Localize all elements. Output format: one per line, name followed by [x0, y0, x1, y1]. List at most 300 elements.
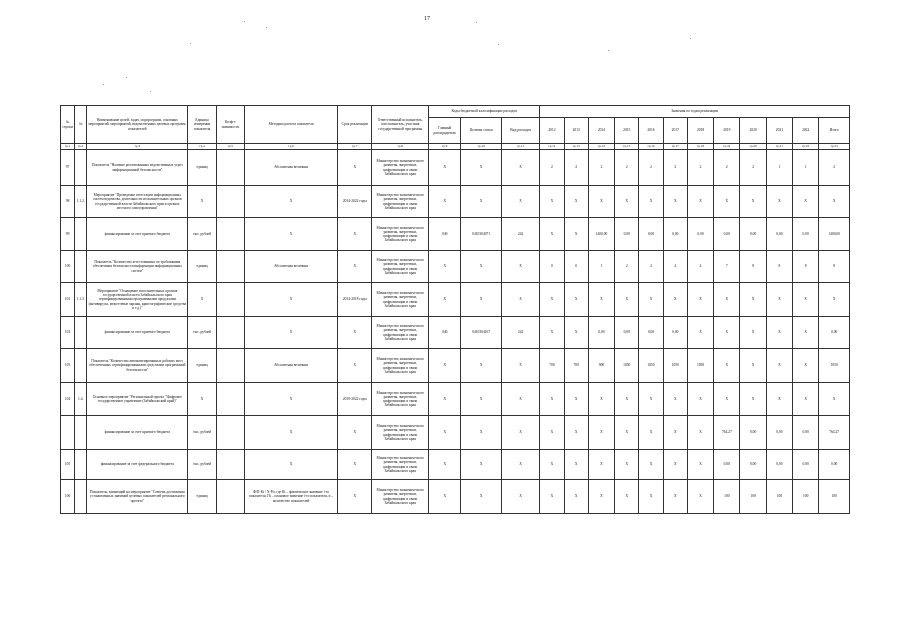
year-value-cell: X	[588, 416, 614, 450]
target-article-cell: 0410304167	[461, 317, 501, 349]
column-number: гр.1	[61, 144, 75, 150]
year-value-cell: X	[564, 383, 588, 416]
year-value-cell: X	[588, 450, 614, 480]
year-value-cell: 2	[615, 251, 639, 283]
year-value-cell: X	[714, 283, 740, 317]
column-number: гр.4	[188, 144, 216, 150]
year-value-cell: X	[663, 416, 687, 450]
year-value-cell: X	[540, 317, 564, 349]
year-value-cell: X	[793, 317, 819, 349]
executor-cell: Министерство экономического развития, энергетики, цифровизации и связи Забайкальского края	[372, 218, 429, 251]
row-number-cell: 97	[61, 150, 75, 186]
column-number: гр.22	[793, 144, 819, 150]
unit-cell: X	[188, 186, 216, 218]
coef-cell	[216, 150, 244, 186]
target-article-cell: X	[461, 251, 501, 283]
year-value-cell: X	[766, 283, 792, 317]
executor-cell: Министерство экономического развития, энергетики, цифровизации и связи Забайкальского края	[372, 349, 429, 383]
year-value-cell: 7	[714, 251, 740, 283]
header-year: 2017	[663, 118, 687, 144]
coef-cell	[216, 349, 244, 383]
column-number: гр.23	[819, 144, 850, 150]
expense-type-cell: X	[501, 416, 539, 450]
unit-cell: тыс. рублей	[188, 416, 216, 450]
target-article-cell: X	[461, 383, 501, 416]
year-value-cell: X	[687, 186, 713, 218]
expense-type-cell: 242	[501, 218, 539, 251]
row-number-cell: 98	[61, 186, 75, 218]
year-value-cell: 1050	[687, 349, 713, 383]
table-row	[61, 317, 850, 349]
period-cell: X	[338, 450, 372, 480]
year-value-cell: 100	[766, 480, 792, 514]
row-number-cell: 105	[61, 450, 75, 480]
period-cell: 2019-2022 годы	[338, 383, 372, 416]
year-value-cell: X	[540, 450, 564, 480]
year-value-cell: 700	[564, 349, 588, 383]
page-number: 17	[424, 16, 430, 22]
method-cell: X	[245, 218, 338, 251]
year-value-cell: 0,00	[766, 416, 792, 450]
name-cell: Показатель, влияющий на мероприятие "Степень достижения установленных значений целевых показателей регионального проекта"	[87, 480, 188, 514]
row-number-cell: 102	[61, 317, 75, 349]
column-number: гр.9	[429, 144, 461, 150]
header-year: 2015	[615, 118, 639, 144]
table-row	[61, 416, 850, 450]
year-value-cell: 0,00	[819, 450, 850, 480]
year-value-cell: X	[687, 283, 713, 317]
header-executor: Ответственный исполнитель, соисполнитель, участник государственной программы	[372, 106, 429, 144]
year-value-cell: X	[793, 186, 819, 218]
year-value-cell: 2	[588, 150, 614, 186]
target-article-cell: 0410304071	[461, 218, 501, 251]
column-number: гр.20	[740, 144, 766, 150]
year-value-cell: X	[687, 383, 713, 416]
year-value-cell: 2	[615, 150, 639, 186]
column-number: гр.21	[766, 144, 792, 150]
expense-type-cell: X	[501, 349, 539, 383]
year-value-cell: X	[819, 283, 850, 317]
header-year: Итого	[819, 118, 850, 144]
year-value-cell: 100	[714, 480, 740, 514]
expense-type-cell: 242	[501, 317, 539, 349]
main-manager-cell: X	[429, 186, 461, 218]
table-row	[61, 150, 850, 186]
year-value-cell: 764,27	[819, 416, 850, 450]
year-value-cell: 0,00	[639, 218, 663, 251]
column-number: гр.11	[501, 144, 539, 150]
year-value-cell: 1400,00	[588, 218, 614, 251]
main-manager-cell: X	[429, 480, 461, 514]
main-manager-cell: X	[429, 383, 461, 416]
unit-cell: тыс. рублей	[188, 317, 216, 349]
year-value-cell: X	[687, 450, 713, 480]
header-period: Срок реализации	[338, 106, 372, 144]
year-value-cell: X	[588, 186, 614, 218]
year-value-cell: X	[564, 416, 588, 450]
header-year: 2014	[588, 118, 614, 144]
year-value-cell: 0	[564, 251, 588, 283]
year-value-cell: 1050	[663, 349, 687, 383]
year-value-cell: X	[564, 283, 588, 317]
year-value-cell: X	[740, 186, 766, 218]
period-cell: X	[338, 251, 372, 283]
column-number: гр.15	[615, 144, 639, 150]
year-value-cell: X	[663, 480, 687, 514]
year-value-cell: 0,00	[714, 450, 740, 480]
year-value-cell: 0	[540, 251, 564, 283]
column-number: гр.2	[75, 144, 87, 150]
method-cell: Абсолютная величина	[245, 349, 338, 383]
year-value-cell: X	[819, 383, 850, 416]
item-number-cell	[75, 218, 87, 251]
header-coef: Коэф-т значимости	[216, 106, 244, 144]
header-year: 2021	[766, 118, 792, 144]
unit-cell: единиц	[188, 480, 216, 514]
row-number-cell: 103	[61, 349, 75, 383]
year-value-cell: 1	[793, 150, 819, 186]
year-value-cell: 8	[793, 251, 819, 283]
year-value-cell: X	[639, 416, 663, 450]
main-manager-cell: X	[429, 150, 461, 186]
row-number-cell	[61, 416, 75, 450]
year-value-cell: 0,00	[740, 218, 766, 251]
year-value-cell: 8	[819, 251, 850, 283]
year-value-cell: X	[588, 283, 614, 317]
year-value-cell: X	[714, 317, 740, 349]
program-table	[60, 105, 850, 514]
year-value-cell: X	[663, 450, 687, 480]
name-cell: финансирование за счет краевого бюджета	[87, 416, 188, 450]
year-value-cell: 2	[564, 150, 588, 186]
year-value-cell: X	[793, 349, 819, 383]
table-row	[61, 383, 850, 416]
column-number: гр.8	[372, 144, 429, 150]
year-value-cell: X	[639, 383, 663, 416]
year-value-cell: 1	[766, 150, 792, 186]
column-number: гр.12	[540, 144, 564, 150]
target-article-cell: X	[461, 416, 501, 450]
year-value-cell: 2	[540, 150, 564, 186]
year-value-cell: X	[663, 186, 687, 218]
expense-type-cell: X	[501, 251, 539, 283]
year-value-cell: 764,27	[714, 416, 740, 450]
column-number: гр.6	[245, 144, 338, 150]
method-cell: Ф/П·Кi / N·Рп, где Кi – фактическое значение i-го показателя, Пi – плановое значение i-го показателя, n – количество показателей	[245, 480, 338, 514]
year-value-cell: 8	[766, 251, 792, 283]
table-row	[61, 283, 850, 317]
year-value-cell: 100	[793, 480, 819, 514]
year-value-cell: 0,00	[793, 218, 819, 251]
item-number-cell	[75, 416, 87, 450]
unit-cell: тыс. рублей	[188, 218, 216, 251]
main-manager-cell: X	[429, 349, 461, 383]
coef-cell	[216, 251, 244, 283]
row-number-cell: 99	[61, 218, 75, 251]
period-cell: X	[338, 349, 372, 383]
column-number: гр.13	[564, 144, 588, 150]
year-value-cell: 0,00	[740, 416, 766, 450]
method-cell: X	[245, 416, 338, 450]
table-row	[61, 218, 850, 251]
year-value-cell: 1050	[639, 349, 663, 383]
coef-cell	[216, 480, 244, 514]
year-value-cell: X	[540, 186, 564, 218]
year-value-cell: X	[540, 480, 564, 514]
method-cell: X	[245, 283, 338, 317]
method-cell: X	[245, 450, 338, 480]
header-years-group: Значения по годам реализации	[540, 106, 850, 118]
year-value-cell: 1400,00	[819, 218, 850, 251]
header-year: 2013	[564, 118, 588, 144]
year-value-cell: 0,00	[740, 450, 766, 480]
target-article-cell: X	[461, 186, 501, 218]
executor-cell: Министерство экономического развития, энергетики, цифровизации и связи Забайкальского края	[372, 186, 429, 218]
year-value-cell: X	[588, 383, 614, 416]
target-article-cell: X	[461, 150, 501, 186]
table-row	[61, 450, 850, 480]
header-budget-col: Главный распорядитель	[429, 118, 461, 144]
year-value-cell: 2	[714, 150, 740, 186]
header-unit: Единица измерения показателя	[188, 106, 216, 144]
year-value-cell: X	[714, 186, 740, 218]
year-value-cell: X	[564, 186, 588, 218]
coef-cell	[216, 450, 244, 480]
name-cell: Показатель "Наличие реализованных ведомственных угроз информационной безопасности"	[87, 150, 188, 186]
main-manager-cell: X	[429, 283, 461, 317]
main-manager-cell: 040	[429, 218, 461, 251]
executor-cell: Министерство экономического развития, энергетики, цифровизации и связи Забайкальского края	[372, 150, 429, 186]
header-year: 2016	[639, 118, 663, 144]
method-cell: Абсолютная величина	[245, 150, 338, 186]
year-value-cell: 100	[819, 480, 850, 514]
name-cell: Показатель "Количество автоматизированных рабочих мест, обеспеченных сертифицированными средствами программной безопасности"	[87, 349, 188, 383]
target-article-cell: X	[461, 349, 501, 383]
unit-cell: X	[188, 283, 216, 317]
year-value-cell: X	[663, 383, 687, 416]
expense-type-cell: X	[501, 186, 539, 218]
period-cell: 2014-2022 годы	[338, 186, 372, 218]
header-name: Наименование целей, задач, подпрограмм, основных мероприятий, мероприятий, ведомственных целевых программ, показателей	[87, 106, 188, 144]
executor-cell: Министерство экономического развития, энергетики, цифровизации и связи Забайкальского края	[372, 383, 429, 416]
year-value-cell: 900	[588, 349, 614, 383]
year-value-cell: X	[564, 218, 588, 251]
year-value-cell: X	[639, 480, 663, 514]
period-cell: X	[338, 317, 372, 349]
item-number-cell	[75, 349, 87, 383]
item-number-cell: 1.1.2.	[75, 186, 87, 218]
unit-cell: X	[188, 383, 216, 416]
year-value-cell: X	[687, 480, 713, 514]
column-number: гр.19	[714, 144, 740, 150]
year-value-cell: X	[639, 450, 663, 480]
year-value-cell: 2	[639, 251, 663, 283]
item-number-cell	[75, 251, 87, 283]
year-value-cell: X	[766, 186, 792, 218]
table-row	[61, 186, 850, 218]
header-year: 2018	[687, 118, 713, 144]
year-value-cell: X	[540, 218, 564, 251]
year-value-cell: X	[540, 383, 564, 416]
year-value-cell: X	[588, 480, 614, 514]
header-year: 2019	[714, 118, 740, 144]
header-year: 2012	[540, 118, 564, 144]
column-number: гр.7	[338, 144, 372, 150]
year-value-cell: 0,00	[615, 317, 639, 349]
main-manager-cell: X	[429, 416, 461, 450]
expense-type-cell: X	[501, 480, 539, 514]
column-number: гр.3	[87, 144, 188, 150]
year-value-cell: 4	[663, 251, 687, 283]
year-value-cell: X	[793, 283, 819, 317]
table-row	[61, 480, 850, 514]
row-number-cell: 100	[61, 251, 75, 283]
expense-type-cell: X	[501, 450, 539, 480]
year-value-cell: X	[639, 283, 663, 317]
period-cell: X	[338, 416, 372, 450]
target-article-cell: X	[461, 480, 501, 514]
year-value-cell: 0,00	[663, 218, 687, 251]
row-number-cell: 106	[61, 480, 75, 514]
target-article-cell: X	[461, 450, 501, 480]
unit-cell: единиц	[188, 251, 216, 283]
header-year: 2022	[793, 118, 819, 144]
header-budget-col: Целевая статья	[461, 118, 501, 144]
item-number-cell	[75, 450, 87, 480]
method-cell: X	[245, 317, 338, 349]
coef-cell	[216, 218, 244, 251]
year-value-cell: X	[819, 186, 850, 218]
method-cell: Абсолютная величина	[245, 251, 338, 283]
coef-cell	[216, 283, 244, 317]
year-value-cell: X	[615, 383, 639, 416]
executor-cell: Министерство экономического развития, энергетики, цифровизации и связи Забайкальского края	[372, 480, 429, 514]
unit-cell: единиц	[188, 349, 216, 383]
year-value-cell: X	[687, 416, 713, 450]
expense-type-cell: X	[501, 283, 539, 317]
year-value-cell: X	[766, 349, 792, 383]
year-value-cell: 0,00	[793, 450, 819, 480]
period-cell: X	[338, 150, 372, 186]
year-value-cell: X	[687, 317, 713, 349]
year-value-cell: X	[540, 416, 564, 450]
coef-cell	[216, 416, 244, 450]
year-value-cell: 0,00	[793, 416, 819, 450]
year-value-cell: 0,00	[663, 317, 687, 349]
table-row	[61, 251, 850, 283]
year-value-cell: 2	[639, 150, 663, 186]
coef-cell	[216, 186, 244, 218]
year-value-cell: 700	[540, 349, 564, 383]
year-value-cell: X	[740, 317, 766, 349]
column-number: гр.17	[663, 144, 687, 150]
executor-cell: Министерство экономического развития, энергетики, цифровизации и связи Забайкальского края	[372, 450, 429, 480]
expense-type-cell: X	[501, 383, 539, 416]
column-number: гр.14	[588, 144, 614, 150]
header-num: №	[75, 106, 87, 144]
row-number-cell: 101	[61, 283, 75, 317]
period-cell: 2014-2018 годы	[338, 283, 372, 317]
year-value-cell: 0,00	[687, 218, 713, 251]
year-value-cell: 2	[819, 150, 850, 186]
item-number-cell: 1.4.	[75, 383, 87, 416]
year-value-cell: 0,00	[714, 218, 740, 251]
name-cell: финансирование за счет краевого бюджета	[87, 317, 188, 349]
year-value-cell: X	[663, 283, 687, 317]
year-value-cell: X	[615, 283, 639, 317]
coef-cell	[216, 383, 244, 416]
name-cell: Мероприятие "Проведение аттестации информационных систем ведомства, деятельности исполнительных органов государственной власти Забайкальского края в органах местного самоуправления"	[87, 186, 188, 218]
year-value-cell: 2	[663, 150, 687, 186]
method-cell: X	[245, 383, 338, 416]
coef-cell	[216, 317, 244, 349]
column-number: гр.18	[687, 144, 713, 150]
item-number-cell: 1.1.3.	[75, 283, 87, 317]
header-budget-group: Коды бюджетной классификации расходов	[429, 106, 540, 118]
year-value-cell: X	[766, 317, 792, 349]
period-cell: X	[338, 218, 372, 251]
column-number: гр.5	[216, 144, 244, 150]
column-number: гр.10	[461, 144, 501, 150]
year-value-cell: X	[740, 383, 766, 416]
header-year: 2020	[740, 118, 766, 144]
year-value-cell: X	[714, 349, 740, 383]
year-value-cell: 0,00	[766, 450, 792, 480]
table-row	[61, 349, 850, 383]
year-value-cell: X	[639, 186, 663, 218]
year-value-cell: X	[615, 416, 639, 450]
year-value-cell: 0,00	[639, 317, 663, 349]
year-value-cell: X	[615, 186, 639, 218]
year-value-cell: 0,00	[766, 218, 792, 251]
year-value-cell: 4	[687, 251, 713, 283]
year-value-cell: X	[564, 317, 588, 349]
executor-cell: Министерство экономического развития, энергетики, цифровизации и связи Забайкальского края	[372, 416, 429, 450]
year-value-cell: X	[540, 283, 564, 317]
header-method: Методика расчета показателя	[245, 106, 338, 144]
item-number-cell	[75, 150, 87, 186]
item-number-cell	[75, 317, 87, 349]
expense-type-cell: X	[501, 150, 539, 186]
year-value-cell: 1050	[615, 349, 639, 383]
year-value-cell: 2	[687, 150, 713, 186]
year-value-cell: 1050	[819, 349, 850, 383]
year-value-cell: 1	[588, 251, 614, 283]
year-value-cell: X	[714, 383, 740, 416]
executor-cell: Министерство экономического развития, энергетики, цифровизации и связи Забайкальского края	[372, 317, 429, 349]
year-value-cell: 0,00	[588, 317, 614, 349]
year-value-cell: X	[740, 283, 766, 317]
year-value-cell: 100	[740, 480, 766, 514]
method-cell: X	[245, 186, 338, 218]
period-cell: X	[338, 480, 372, 514]
name-cell: Мероприятие "Оснащение исполнительных органов государственной власти Забайкальского края сертифицированными программными продуктами (антивирусы, межсетевые экраны, криптографические средства и т.д.)"	[87, 283, 188, 317]
main-manager-cell: X	[429, 251, 461, 283]
year-value-cell: X	[766, 383, 792, 416]
year-value-cell: X	[615, 480, 639, 514]
name-cell: финансирование за счет краевого бюджета	[87, 218, 188, 251]
header-budget-col: Вид расходов	[501, 118, 539, 144]
year-value-cell: X	[793, 383, 819, 416]
item-number-cell	[75, 480, 87, 514]
name-cell: финансирование за счет федерального бюджета	[87, 450, 188, 480]
row-number-cell: 104	[61, 383, 75, 416]
column-number: гр.16	[639, 144, 663, 150]
unit-cell: тыс. рублей	[188, 450, 216, 480]
name-cell: Показатель "Количество аттестованных по требованиям обеспечения безопасности информации информационных систем"	[87, 251, 188, 283]
year-value-cell: X	[740, 349, 766, 383]
year-value-cell: 0,00	[819, 317, 850, 349]
